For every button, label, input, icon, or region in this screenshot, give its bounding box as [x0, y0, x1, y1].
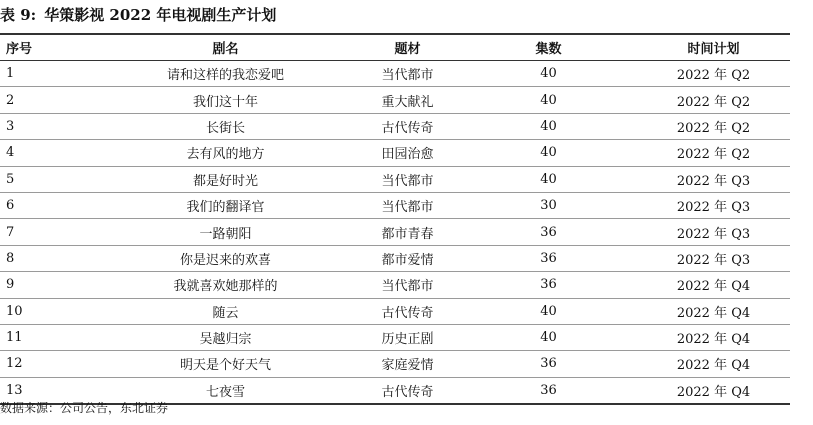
table-row	[0, 61, 790, 87]
table-row	[0, 87, 790, 113]
cell-episodes: 36	[460, 219, 637, 245]
cell-episodes: 40	[460, 166, 637, 192]
cell-schedule: 2022 年 Q4	[637, 298, 790, 324]
column-header-episodes: 集数	[460, 34, 637, 61]
cell-title: 我们的翻译官	[96, 192, 355, 218]
cell-title: 随云	[96, 298, 355, 324]
cell-genre: 重大献礼	[355, 87, 460, 113]
cell-episodes: 40	[460, 140, 637, 166]
cell-genre: 都市爱情	[355, 245, 460, 271]
cell-episodes: 40	[460, 87, 637, 113]
table-row	[0, 245, 790, 271]
cell-episodes: 40	[460, 113, 637, 139]
cell-schedule: 2022 年 Q2	[637, 87, 790, 113]
table-caption-text: 华策影视 2022 年电视剧生产计划	[44, 6, 277, 24]
cell-genre: 古代传奇	[355, 113, 460, 139]
cell-index: 12	[0, 351, 96, 377]
cell-genre: 当代都市	[355, 166, 460, 192]
cell-genre: 当代都市	[355, 192, 460, 218]
table-row	[0, 351, 790, 377]
cell-title: 吴越归宗	[96, 324, 355, 350]
cell-index: 8	[0, 245, 96, 271]
cell-genre: 古代传奇	[355, 377, 460, 404]
cell-index: 2	[0, 87, 96, 113]
table-header-row	[0, 34, 790, 61]
cell-episodes: 30	[460, 192, 637, 218]
cell-title: 你是迟来的欢喜	[96, 245, 355, 271]
cell-schedule: 2022 年 Q4	[637, 377, 790, 404]
table-body	[0, 61, 790, 405]
cell-episodes: 36	[460, 351, 637, 377]
cell-schedule: 2022 年 Q4	[637, 324, 790, 350]
table-row	[0, 324, 790, 350]
cell-genre: 历史正剧	[355, 324, 460, 350]
cell-index: 13	[0, 377, 96, 404]
production-plan-table	[0, 33, 790, 405]
cell-title: 我就喜欢她那样的	[96, 272, 355, 298]
cell-schedule: 2022 年 Q3	[637, 192, 790, 218]
cell-index: 6	[0, 192, 96, 218]
cell-title: 去有风的地方	[96, 140, 355, 166]
column-header-title: 剧名	[96, 34, 355, 61]
cell-title: 七夜雪	[96, 377, 355, 404]
table-caption-label: 表 9:	[0, 6, 37, 24]
table-row	[0, 140, 790, 166]
cell-title: 请和这样的我恋爱吧	[96, 61, 355, 87]
cell-schedule: 2022 年 Q4	[637, 351, 790, 377]
cell-genre: 当代都市	[355, 272, 460, 298]
cell-genre: 都市青春	[355, 219, 460, 245]
cell-schedule: 2022 年 Q3	[637, 219, 790, 245]
cell-title: 长街长	[96, 113, 355, 139]
cell-schedule: 2022 年 Q3	[637, 166, 790, 192]
cell-title: 一路朝阳	[96, 219, 355, 245]
cell-episodes: 36	[460, 377, 637, 404]
cell-schedule: 2022 年 Q4	[637, 272, 790, 298]
cell-genre: 当代都市	[355, 61, 460, 87]
cell-title: 都是好时光	[96, 166, 355, 192]
cell-index: 4	[0, 140, 96, 166]
cell-index: 5	[0, 166, 96, 192]
cell-index: 9	[0, 272, 96, 298]
cell-episodes: 40	[460, 324, 637, 350]
source-note: 数据来源：公司公告，东北证券	[0, 401, 169, 415]
cell-schedule: 2022 年 Q2	[637, 140, 790, 166]
column-header-index: 序号	[0, 34, 96, 61]
cell-episodes: 36	[460, 245, 637, 271]
cell-schedule: 2022 年 Q2	[637, 61, 790, 87]
table-row	[0, 298, 790, 324]
table-row	[0, 272, 790, 298]
table-row	[0, 113, 790, 139]
cell-title: 明天是个好天气	[96, 351, 355, 377]
table-row	[0, 219, 790, 245]
cell-index: 1	[0, 61, 96, 87]
column-header-schedule: 时间计划	[637, 34, 790, 61]
cell-index: 11	[0, 324, 96, 350]
cell-genre: 家庭爱情	[355, 351, 460, 377]
cell-schedule: 2022 年 Q3	[637, 245, 790, 271]
cell-genre: 田园治愈	[355, 140, 460, 166]
cell-index: 10	[0, 298, 96, 324]
cell-index: 7	[0, 219, 96, 245]
cell-episodes: 40	[460, 298, 637, 324]
cell-genre: 古代传奇	[355, 298, 460, 324]
table-row	[0, 166, 790, 192]
cell-index: 3	[0, 113, 96, 139]
column-header-genre: 题材	[355, 34, 460, 61]
cell-episodes: 36	[460, 272, 637, 298]
cell-episodes: 40	[460, 61, 637, 87]
table-caption	[0, 4, 276, 26]
cell-schedule: 2022 年 Q2	[637, 113, 790, 139]
table-row	[0, 192, 790, 218]
cell-title: 我们这十年	[96, 87, 355, 113]
